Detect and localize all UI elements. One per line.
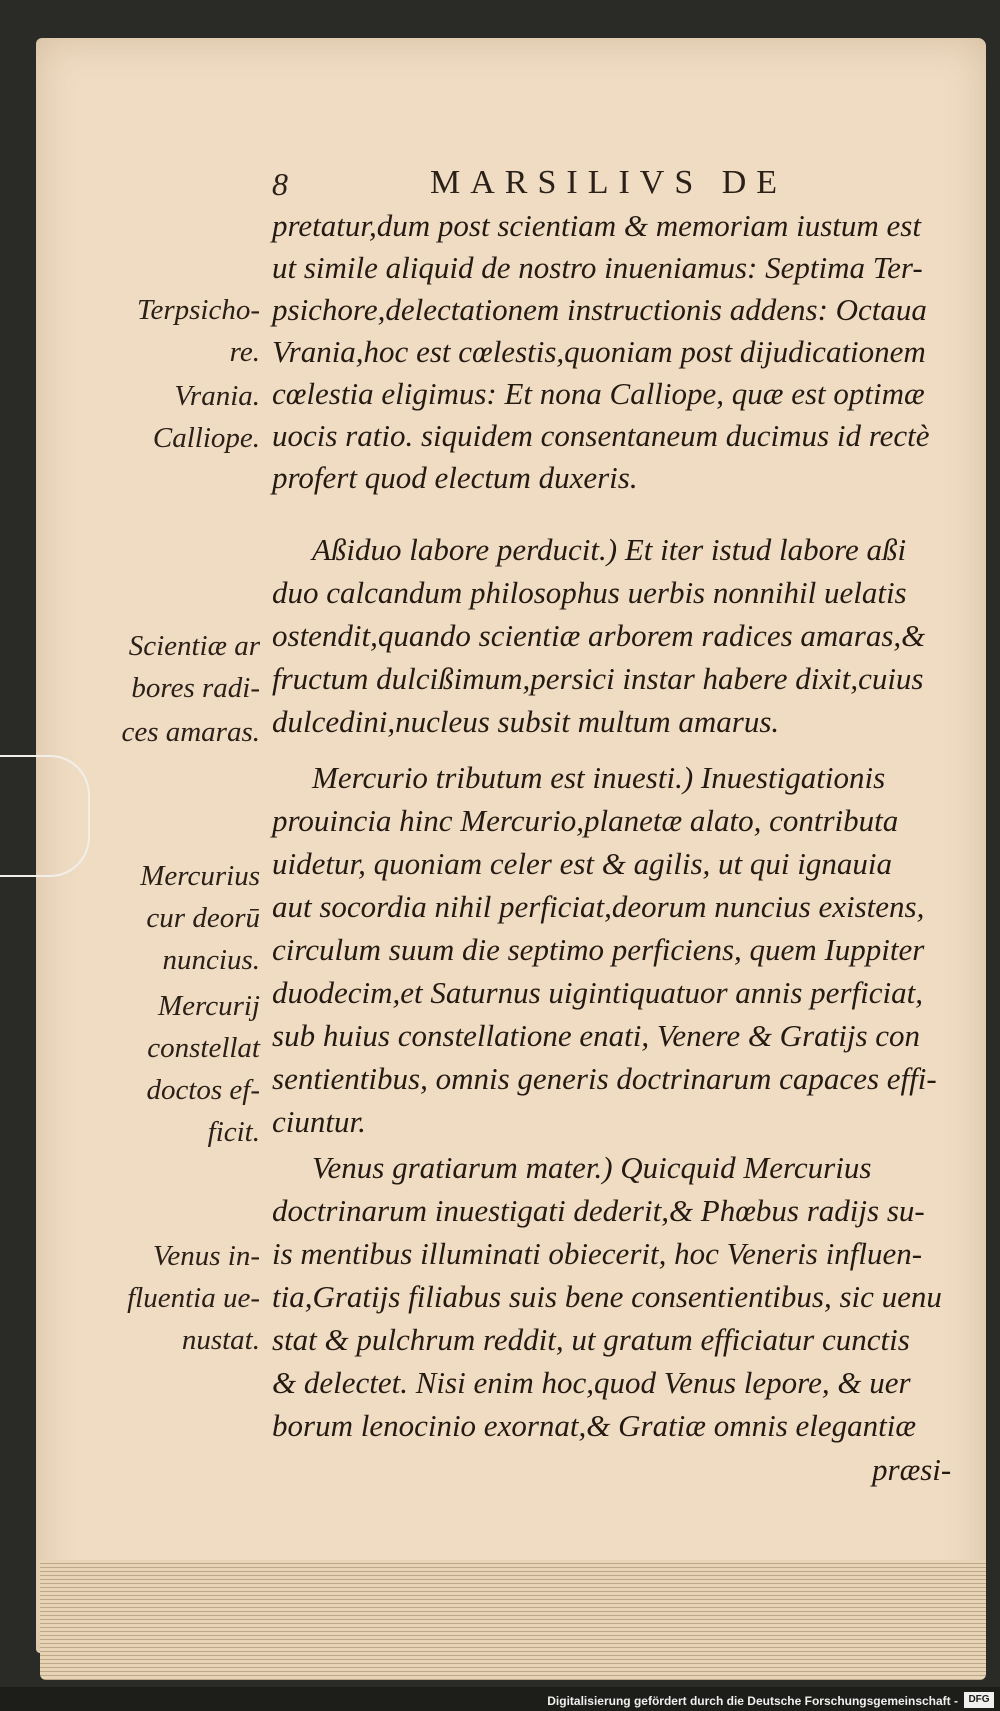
margin-note: Venus in- xyxy=(152,1240,260,1272)
catchword: præsi- xyxy=(872,1452,952,1487)
text-line: ciuntur. xyxy=(272,1104,366,1139)
margin-note: Vrania. xyxy=(174,380,260,412)
text-line: & delectet. Nisi enim hoc,quod Venus lepore, & uer xyxy=(272,1365,911,1400)
margin-note: ces amaras. xyxy=(121,716,260,748)
page-edges xyxy=(40,1560,986,1680)
margin-note: Terpsicho- xyxy=(137,294,260,326)
text-line: ut simile aliquid de nostro inueniamus: Septima Ter- xyxy=(272,250,923,285)
text-line: Vrania,hoc est cœlestis,quoniam post dijudicationem xyxy=(272,334,926,369)
running-title: MARSILIVS DE xyxy=(430,164,788,201)
text-line: uidetur, quoniam celer est & agilis, ut qui ignauia xyxy=(272,846,892,881)
margin-note: nuncius. xyxy=(162,944,260,976)
text-line: aut socordia nihil perficiat,deorum nuncius existens, xyxy=(272,889,925,924)
text-line: is mentibus illuminati obiecerit, hoc Veneris influen- xyxy=(272,1236,923,1271)
text-line: ostendit,quando scientiæ arborem radices amaras,& xyxy=(272,618,926,653)
text-line: borum lenocinio exornat,& Gratiæ omnis elegantiæ xyxy=(272,1408,917,1443)
text-line: Mercurio tributum est inuesti.) Inuestigationis xyxy=(312,760,886,795)
text-line: doctrinarum inuestigati dederit,& Phœbus radijs su- xyxy=(272,1193,925,1228)
text-line: duo calcandum philosophus uerbis nonnihil uelatis xyxy=(272,575,907,610)
text-line: duodecim,et Saturnus uigintiquatuor annis perficiat, xyxy=(272,975,923,1010)
margin-note: Scientiæ ar xyxy=(128,630,260,662)
text-line: circulum suum die septimo perficiens, quem Iuppiter xyxy=(272,932,925,967)
text-line: tia,Gratijs filiabus suis bene consentientibus, sic uenu xyxy=(272,1279,942,1314)
funding-credit: Digitalisierung gefördert durch die Deutsche Forschungsgemeinschaft - xyxy=(547,1694,958,1708)
margin-note: nustat. xyxy=(181,1324,260,1356)
text-line: uocis ratio. siquidem consentaneum ducimus id rectè xyxy=(272,418,930,453)
margin-note: bores radi- xyxy=(131,672,260,704)
margin-note: ficit. xyxy=(207,1116,260,1148)
margin-note: fluentia ue- xyxy=(127,1282,260,1314)
footer-bar xyxy=(0,1687,1000,1711)
text-line: pretatur,dum post scientiam & memoriam iustum est xyxy=(272,208,921,243)
margin-note: re. xyxy=(229,336,260,368)
page-tab-outline xyxy=(0,755,90,877)
text-line: psichore,delectationem instructionis addens: Octaua xyxy=(272,292,927,327)
text-line: dulcedini,nucleus subsit multum amarus. xyxy=(272,704,780,739)
dfg-logo: DFG xyxy=(964,1692,994,1708)
text-line: Aßiduo labore perducit.) Et iter istud labore aßi xyxy=(312,532,907,567)
margin-note: constellat xyxy=(147,1032,260,1064)
margin-note: cur deorū xyxy=(146,902,260,934)
page-header xyxy=(0,160,1000,210)
text-line: cœlestia eligimus: Et nona Calliope, quæ est optimæ xyxy=(272,376,925,411)
text-line: stat & pulchrum reddit, ut gratum efficiatur cunctis xyxy=(272,1322,910,1357)
margin-note: Mercurij xyxy=(157,990,260,1022)
text-line: fructum dulcißimum,persici instar habere dixit,cuius xyxy=(272,661,924,696)
margin-note: doctos ef- xyxy=(146,1074,260,1106)
margin-note: Calliope. xyxy=(152,422,260,454)
text-line: prouincia hinc Mercurio,planetæ alato, contributa xyxy=(272,803,899,838)
margin-note: Mercurius xyxy=(140,860,260,892)
text-line: Venus gratiarum mater.) Quicquid Mercurius xyxy=(312,1150,872,1185)
page-number: 8 xyxy=(272,166,288,202)
text-line: sentientibus, omnis generis doctrinarum capaces effi- xyxy=(272,1061,937,1096)
text-line: profert quod electum duxeris. xyxy=(272,460,638,495)
text-line: sub huius constellatione enati, Venere & Gratijs con xyxy=(272,1018,921,1053)
